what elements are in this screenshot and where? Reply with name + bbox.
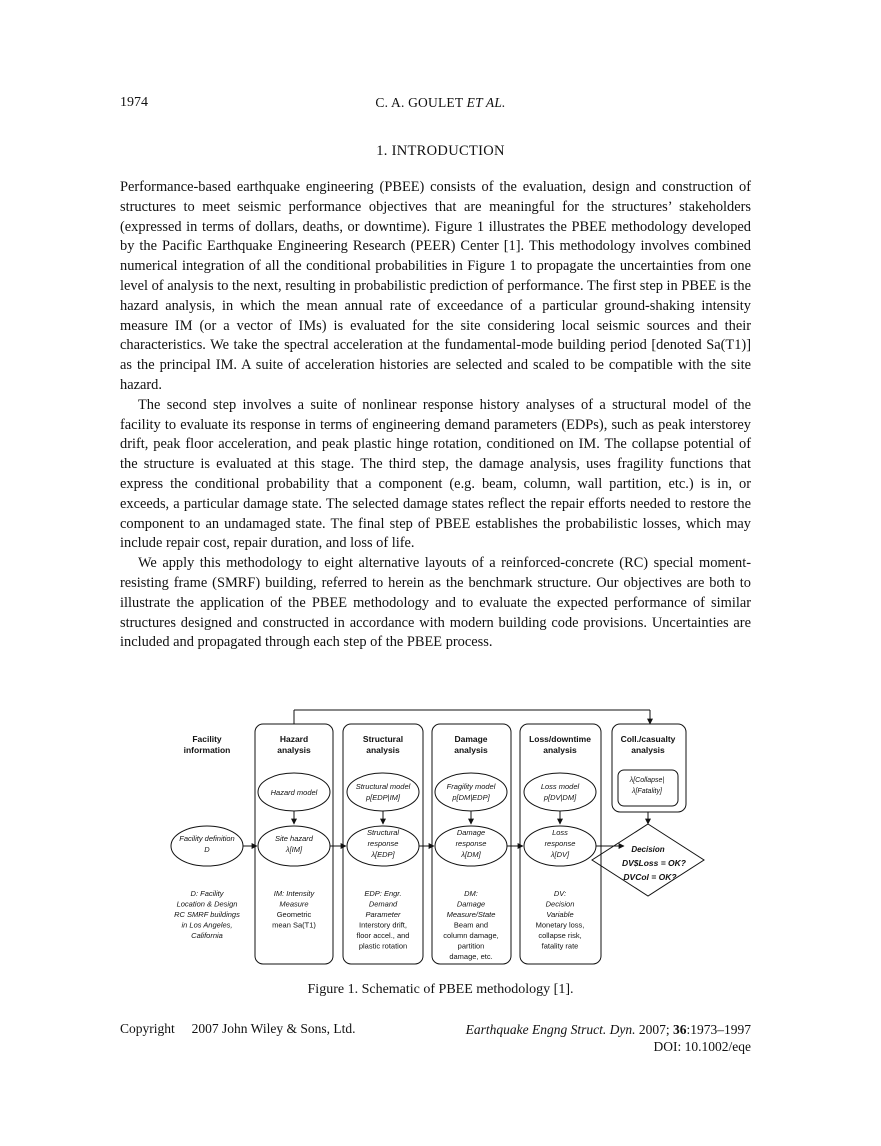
description-plain-3-line-1: Interstory drift, <box>359 920 407 930</box>
description-plain-4-line-4: damage, etc. <box>449 952 493 961</box>
description-italic-5-line-1: DV: <box>553 889 567 898</box>
journal-name: Earthquake Engng Struct. Dyn. <box>465 1022 636 1037</box>
column-title-2-line-1: Hazard <box>279 734 309 744</box>
column-title-3-line-1: Structural <box>362 734 404 744</box>
description-plain-4-line-1: Beam and <box>453 920 489 930</box>
model-label-3-line-1: Fragility model <box>446 782 496 791</box>
result-label-2-line-1: Site hazard <box>275 834 313 843</box>
copyright-word: Copyright <box>120 1021 175 1036</box>
decision-title: Decision <box>631 845 665 854</box>
footer-copyright <box>120 1021 355 1037</box>
column-title-6-line-1: Coll./casualty <box>620 734 676 744</box>
section-title: 1. INTRODUCTION <box>376 143 505 159</box>
column-title-2-line-2: analysis <box>277 745 311 755</box>
result-label-4-line-1: Damage <box>456 828 486 837</box>
model-label-4-line-1: Loss model <box>540 782 580 791</box>
column-title-3-line-2: analysis <box>366 745 400 755</box>
result-label-1-line-2: D <box>204 845 210 854</box>
description-italic-1-line-3: RC SMRF buildings <box>174 910 240 919</box>
description-italic-3-line-1: EDP: Engr. <box>364 889 402 898</box>
model-ellipse-4 <box>524 773 596 811</box>
journal-volume: 36 <box>672 1022 687 1037</box>
model-label-1: Hazard model <box>270 788 318 797</box>
description-italic-1-line-5: California <box>191 931 223 940</box>
running-head-et-al: ET AL. <box>466 95 506 110</box>
result-label-2-line-2: λ[IM] <box>285 845 303 854</box>
model-label-4-line-2: p[DV|DM] <box>543 793 577 802</box>
journal-year: 2007; <box>638 1022 670 1037</box>
body-text <box>120 178 751 653</box>
description-plain-5-line-1: Monetary loss, <box>535 920 585 930</box>
column-title-6-line-2: analysis <box>631 745 665 755</box>
doi: DOI: 10.1002/eqe <box>653 1039 751 1054</box>
result-label-3-line-2: response <box>367 839 399 848</box>
description-plain-2-line-1: Geometric <box>276 910 312 919</box>
paragraph-1: Performance-based earthquake engineering (PBEE) consists of the evaluation, design and construction of structures to meet seismic performance objectives that are meaningful for the structures’ stakeholders (expressed in terms of dollars, deaths, or downtime). Figure 1 illustrates the PBEE methodology developed by the Pacific Earthquake Engineering Research (PEER) Center [1]. This methodology involves combined numerical integration of all the conditional probabilities in Figure 1 to propagate the uncertainties from one level of analysis to the next, resulting in probabilistic prediction of performance. The first step in PBEE is the hazard analysis, in which the mean annual rate of exceedance of a particular ground-shaking intensity measure IM (or a vector of IMs) is evaluated for the site considering local seismic sources and their characteristics. We take the spectral acceleration at the fundamental-mode building period [denoted Sa(T1)] as the principal IM. A suite of acceleration histories are selected and scaled to be compatible with the site hazard. <box>120 179 751 393</box>
column-title-5-line-2: analysis <box>543 745 577 755</box>
description-italic-1-line-2: Location & Design <box>176 899 238 909</box>
running-head-authors: C. A. GOULET <box>375 95 464 110</box>
journal-pages: :1973–1997 <box>686 1022 751 1037</box>
description-italic-2-line-2: Measure <box>279 899 309 909</box>
description-italic-1-line-1: D: Facility <box>190 889 224 898</box>
description-plain-2-line-2: mean Sa(T1) <box>272 920 316 930</box>
model-ellipse-2 <box>347 773 419 811</box>
pbee-schematic-figure <box>150 700 710 975</box>
description-italic-4-line-3: Measure/State <box>446 910 496 919</box>
description-plain-5-line-3: fatality rate <box>541 941 579 951</box>
column-title-1-line-1: Facility <box>192 734 222 744</box>
result-label-4-line-2: response <box>455 839 487 848</box>
paragraph-2: The second step involves a suite of nonlinear response history analyses of a structural model of the facility to evaluate its response in terms of engineering demand parameters (EDPs), such as peak interstorey drift, peak floor acceleration, and peak plastic hinge rotation, conditioned on IM. The collapse potential of the structure is evaluated at this stage. The third step, the damage analysis, uses fragility functions that express the conditional probability that a component (e.g. beam, column, wall partition, etc.) is in, or exceeds, a particular damage state. The selected damage states reflect the repair efforts needed to restore the component to an undamaged state. The final step of PBEE establishes the probabilistic losses, which may include repair cost, repair duration, and loss of life. <box>120 396 751 552</box>
result-label-5-line-1: Loss <box>552 828 568 837</box>
description-italic-5-line-3: Variable <box>546 910 574 919</box>
figure-caption: Figure 1. Schematic of PBEE methodology [1]. <box>307 982 574 997</box>
description-italic-4-line-2: Damage <box>456 899 486 909</box>
description-plain-3-line-3: plastic rotation <box>358 941 408 951</box>
pbee-schematic <box>150 700 710 975</box>
decision-collapse-check: DVCol = OK? <box>623 872 677 882</box>
description-italic-1-line-4: in Los Angeles, <box>181 920 233 930</box>
description-italic-3-line-3: Parameter <box>365 910 401 919</box>
column-title-4-line-1: Damage <box>454 734 488 744</box>
result-label-3-line-3: λ[EDP] <box>371 850 395 859</box>
paragraph-3: We apply this methodology to eight alternative layouts of a reinforced-concrete (RC) special moment-resisting frame (SMRF) building, referred to herein as the benchmark structure. Our objectives are both to illustrate the application of the PBEE methodology and to evaluate the expected performance of similar structures designed and constructed in accordance with modern building code provisions. Uncertainties are included and propagated through each step of the PBEE process. <box>120 555 751 651</box>
model-label-2-line-2: p[EDP|IM] <box>365 793 401 802</box>
description-italic-2-line-1: IM: Intensity <box>273 889 315 898</box>
model-ellipse-3 <box>435 773 507 811</box>
page-number: 1974 <box>120 95 148 110</box>
column-title-1-line-2: information <box>183 745 231 755</box>
collapse-rate-label-line-2: λ[Fatality] <box>632 788 662 795</box>
model-label-3-line-2: p[DM|EDP] <box>452 793 490 802</box>
description-italic-3-line-2: Demand <box>368 899 398 909</box>
description-plain-4-line-2: column damage, <box>443 931 499 940</box>
running-head <box>0 95 881 111</box>
description-plain-3-line-2: floor accel., and <box>356 931 410 940</box>
collapse-rate-label-line-1: λ[Collapse| <box>629 777 665 784</box>
column-title-5-line-1: Loss/downtime <box>529 734 591 744</box>
description-plain-5-line-2: collapse risk, <box>538 931 582 940</box>
result-label-4-line-3: λ[DM] <box>461 850 481 859</box>
description-plain-4-line-3: partition <box>457 941 485 951</box>
result-label-1-line-1: Facility definition <box>179 834 235 843</box>
copyright-holder: 2007 John Wiley & Sons, Ltd. <box>191 1021 356 1036</box>
decision-loss-check: DV$Loss = OK? <box>621 858 687 868</box>
footer-citation <box>466 1021 751 1055</box>
model-label-2-line-1: Structural model <box>355 782 411 791</box>
description-italic-5-line-2: Decision <box>545 899 575 909</box>
description-italic-4-line-1: DM: <box>464 889 478 898</box>
column-title-4-line-2: analysis <box>454 745 488 755</box>
result-label-3-line-1: Structural <box>366 828 400 837</box>
result-label-5-line-3: λ[DV] <box>550 850 570 859</box>
result-label-5-line-2: response <box>544 839 576 848</box>
